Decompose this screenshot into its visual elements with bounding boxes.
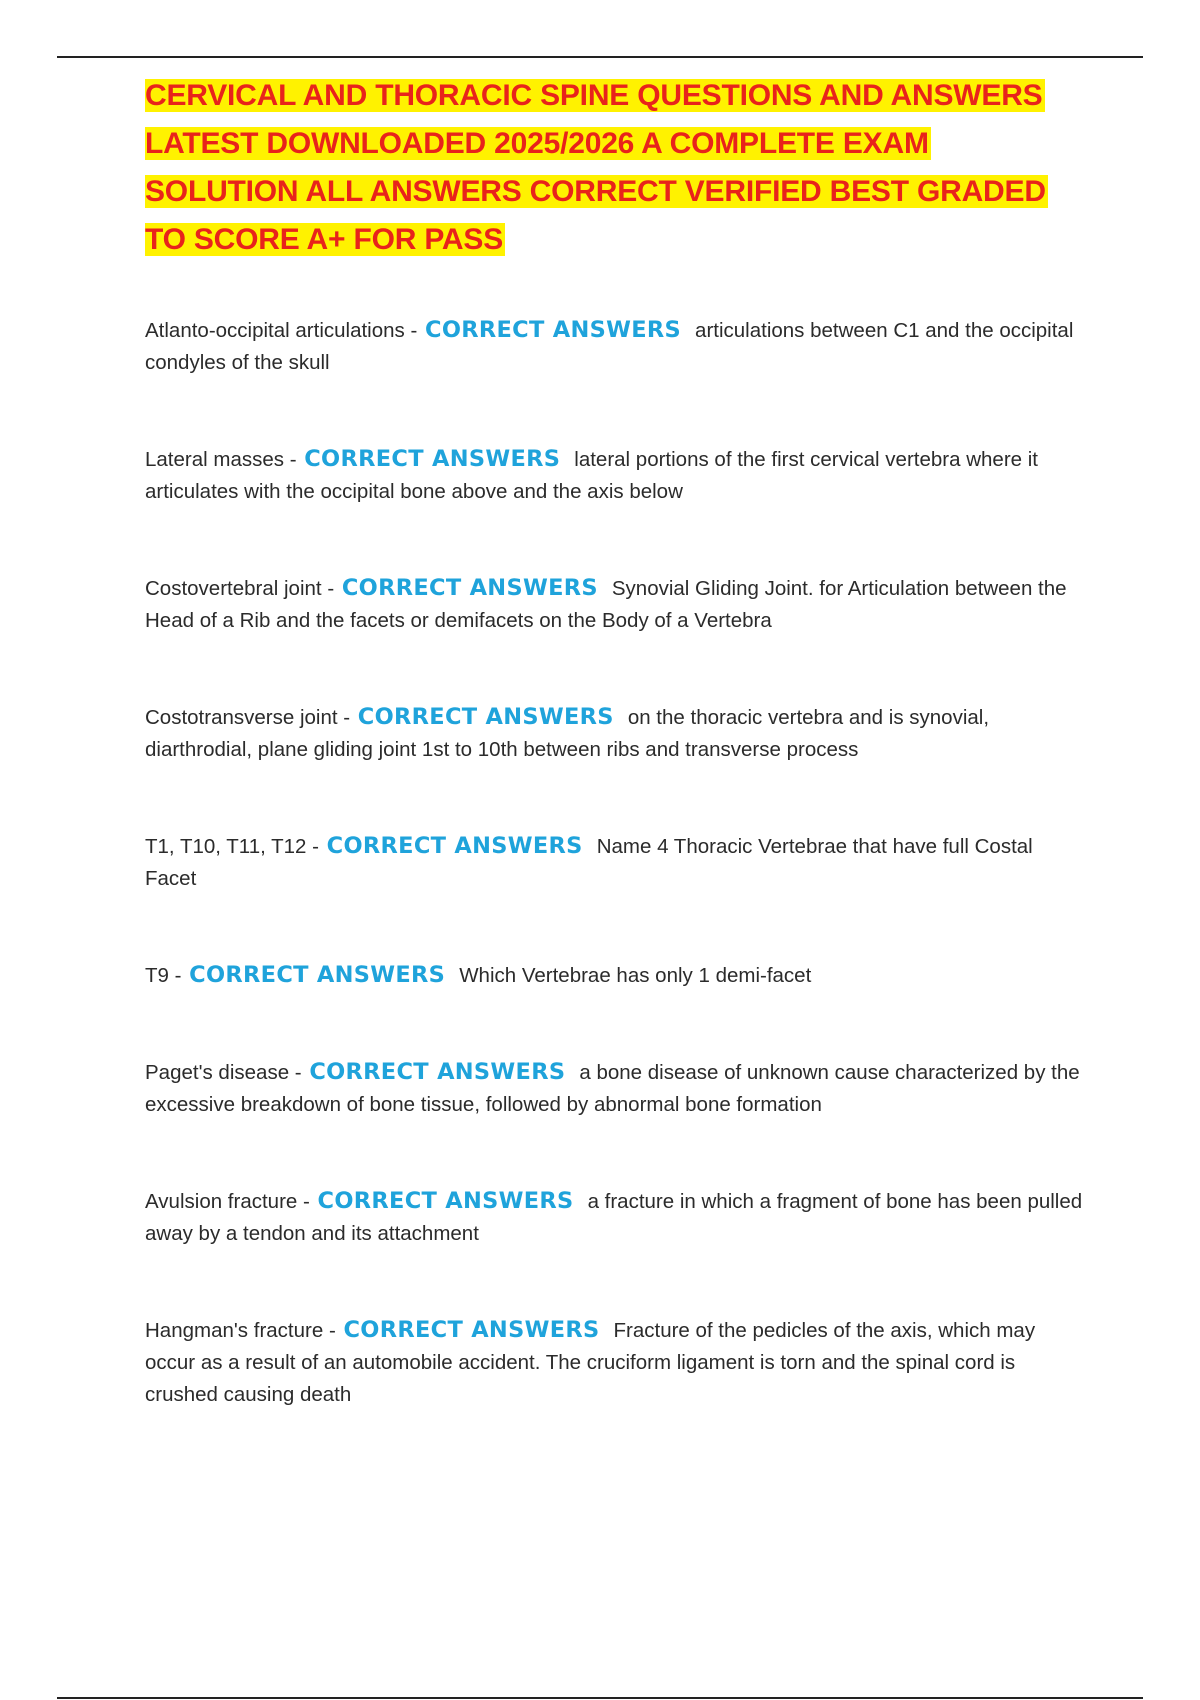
document-body [145,72,1085,1475]
qa-list [145,314,1085,1411]
bottom-rule [57,1697,1143,1699]
qa-separator: - [323,1319,342,1342]
qa-answer: articulations between C1 and the occipital condyles of the skull [145,319,1074,374]
qa-item [145,572,1085,637]
qa-item [145,830,1085,895]
correct-answers-tag: CORRECT ANSWERS [317,1188,574,1214]
correct-answers-tag: CORRECT ANSWERS [189,962,446,988]
qa-term: Paget's disease [145,1061,290,1084]
qa-answer: a fracture in which a fragment of bone has been pulled away by a tendon and its attachment [145,1190,1083,1245]
top-rule [57,56,1143,58]
qa-term: Lateral masses [145,448,285,471]
qa-item [145,1314,1085,1411]
qa-term: Avulsion fracture [145,1190,298,1213]
qa-item [145,314,1085,379]
qa-term: T1, T10, T11, T12 [145,835,307,858]
correct-answers-tag: CORRECT ANSWERS [309,1059,566,1085]
qa-item [145,1185,1085,1250]
qa-term: T9 [145,964,169,987]
qa-answer: Fracture of the pedicles of the axis, which may occur as a result of an automobile accident. The cruciform ligament is torn and the spinal cord is crushed causing death [145,1319,1036,1406]
qa-answer: Which Vertebrae has only 1 demi-facet [459,964,812,987]
qa-separator: - [337,706,356,729]
correct-answers-tag: CORRECT ANSWERS [304,446,561,472]
document-title-text: CERVICAL AND THORACIC SPINE QUESTIONS AND ANSWERS LATEST DOWNLOADED 2025/2026 A COMPLETE EXAM SOLUTION ALL ANSWERS CORRECT VERIFIED BEST GRADED TO SCORE A+ FOR PASS [145,79,1046,256]
document-title [145,72,1085,264]
qa-answer: on the thoracic vertebra and is synovial, diarthrodial, plane gliding joint 1st to 10th between ribs and transverse process [145,706,990,761]
qa-separator: - [284,448,303,471]
qa-separator: - [289,1061,308,1084]
qa-term: Costovertebral joint [145,577,322,600]
qa-separator: - [404,319,424,342]
correct-answers-tag: CORRECT ANSWERS [326,833,583,859]
qa-separator: - [306,835,325,858]
correct-answers-tag: CORRECT ANSWERS [357,704,614,730]
correct-answers-tag: CORRECT ANSWERS [341,575,598,601]
qa-answer: Synovial Gliding Joint. for Articulation between the Head of a Rib and the facets or demifacets on the Body of a Vertebra [145,577,1067,632]
correct-answers-tag: CORRECT ANSWERS [343,1317,600,1343]
qa-item [145,1056,1085,1121]
qa-term: Atlanto-occipital articulations [145,319,405,342]
qa-answer: Name 4 Thoracic Vertebrae that have full Costal Facet [145,835,1033,890]
qa-term: Costotransverse joint [145,706,338,729]
qa-item [145,959,1085,992]
qa-item [145,443,1085,508]
qa-term: Hangman's fracture [145,1319,324,1342]
qa-item [145,701,1085,766]
qa-answer: a bone disease of unknown cause characterized by the excessive breakdown of bone tissue, followed by abnormal bone formation [145,1061,1080,1116]
qa-separator: - [168,964,188,987]
correct-answers-tag: CORRECT ANSWERS [425,317,682,343]
qa-separator: - [297,1190,316,1213]
qa-separator: - [321,577,340,600]
qa-answer: lateral portions of the first cervical vertebra where it articulates with the occipital bone above and the axis below [145,448,1038,503]
